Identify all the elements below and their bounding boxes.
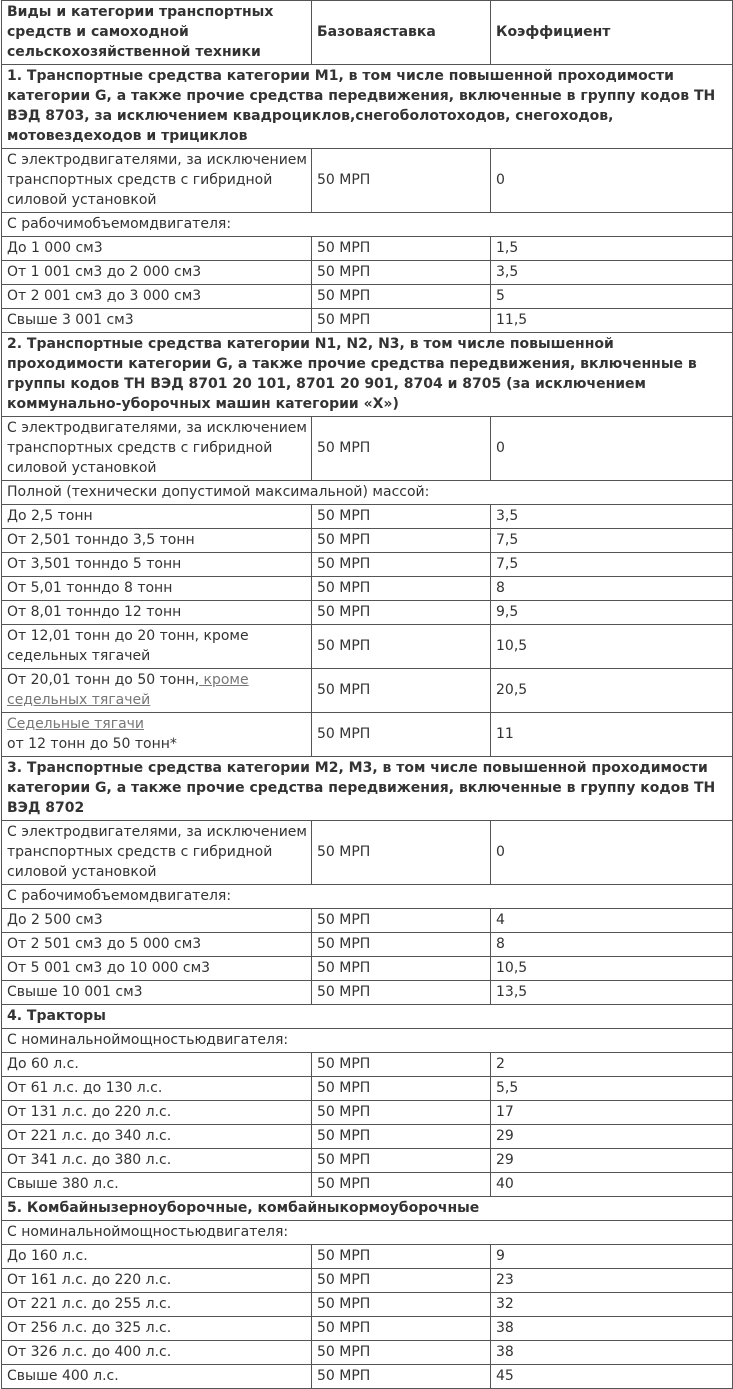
table-row <box>2 309 733 333</box>
base-rate-cell: 50 МРП <box>312 577 491 601</box>
table-row <box>2 713 733 757</box>
header-row <box>2 1 733 65</box>
section-title: 2. Транспортные средства категории N1, N2, N3, в том числе повышенной проходимости категории G, а также прочие средства передвижения, включенные в группы кодов ТН ВЭД 8701 20 101, 8701 20 901, 8704 и 8705 (за исключением коммунально-уборочных машин категории «Х») <box>2 333 733 417</box>
table-row <box>2 237 733 261</box>
base-rate-cell: 50 МРП <box>312 981 491 1005</box>
section-subheader: С рабочимобъемомдвигателя: <box>2 885 733 909</box>
coefficient-cell: 5 <box>491 285 733 309</box>
base-rate-cell: 50 МРП <box>312 1101 491 1125</box>
coefficient-cell: 8 <box>491 933 733 957</box>
section-subheader: С номинальноймощностьюдвигателя: <box>2 1221 733 1245</box>
table-row <box>2 933 733 957</box>
base-rate-cell: 50 МРП <box>312 285 491 309</box>
coefficient-cell: 8 <box>491 577 733 601</box>
coefficient-cell: 23 <box>491 1269 733 1293</box>
vehicle-type-cell: От 221 л.с. до 255 л.с. <box>2 1293 312 1317</box>
section-title: 4. Тракторы <box>2 1005 733 1029</box>
coefficient-cell: 0 <box>491 417 733 481</box>
vehicle-type-cell: Свыше 10 001 см3 <box>2 981 312 1005</box>
table-row <box>2 1053 733 1077</box>
base-rate-cell: 50 МРП <box>312 1341 491 1365</box>
base-rate-cell: 50 МРП <box>312 1125 491 1149</box>
base-rate-cell: 50 МРП <box>312 1269 491 1293</box>
coefficient-cell: 9 <box>491 1245 733 1269</box>
vehicle-type-cell: От 2 501 см3 до 5 000 см3 <box>2 933 312 957</box>
vehicle-type-cell: До 2 500 см3 <box>2 909 312 933</box>
section-subheader: Полной (технически допустимой максимальной) массой: <box>2 481 733 505</box>
section-title-row <box>2 1005 733 1029</box>
table-row <box>2 149 733 213</box>
subheader-row <box>2 1029 733 1053</box>
coefficient-cell: 3,5 <box>491 505 733 529</box>
table-row <box>2 529 733 553</box>
vehicle-type-cell: От 2 001 см3 до 3 000 см3 <box>2 285 312 309</box>
base-rate-cell: 50 МРП <box>312 1173 491 1197</box>
coefficient-cell: 2 <box>491 1053 733 1077</box>
header-vehicle-type: Виды и категории транспортных средств и самоходной сельскохозяйственной техники <box>2 1 312 65</box>
coefficient-cell: 4 <box>491 909 733 933</box>
rates-table <box>1 0 733 1389</box>
coefficient-cell: 10,5 <box>491 957 733 981</box>
table-row <box>2 981 733 1005</box>
row-label-prefix: От 20,01 тонн до 50 тонн, <box>7 672 200 688</box>
coefficient-cell: 7,5 <box>491 529 733 553</box>
base-rate-cell: 50 МРП <box>312 261 491 285</box>
section-title: 1. Транспортные средства категории M1, в том числе повышенной проходимости категории G, а также прочие средства передвижения, включенные в группу кодов ТН ВЭД 8703, за исключением квадроциклов,снегоболотоходов, снегоходов, мотовездеходов и трициклов <box>2 65 733 149</box>
base-rate-cell: 50 МРП <box>312 1149 491 1173</box>
section-title-row <box>2 1197 733 1221</box>
vehicle-type-cell: С электродвигателями, за исключением транспортных средств с гибридной силовой установкой <box>2 821 312 885</box>
table-row <box>2 1245 733 1269</box>
coefficient-cell: 20,5 <box>491 669 733 713</box>
vehicle-type-cell: От 341 л.с. до 380 л.с. <box>2 1149 312 1173</box>
table-row <box>2 669 733 713</box>
vehicle-type-cell <box>2 669 312 713</box>
vehicle-type-cell: От 12,01 тонн до 20 тонн, кроме седельных тягачей <box>2 625 312 669</box>
section-title-row <box>2 333 733 417</box>
coefficient-cell: 10,5 <box>491 625 733 669</box>
vehicle-type-cell: От 5 001 см3 до 10 000 см3 <box>2 957 312 981</box>
base-rate-cell: 50 МРП <box>312 149 491 213</box>
table-row <box>2 505 733 529</box>
coefficient-cell: 45 <box>491 1365 733 1389</box>
vehicle-type-cell: От 256 л.с. до 325 л.с. <box>2 1317 312 1341</box>
vehicle-type-cell <box>2 713 312 757</box>
vehicle-type-cell: От 61 л.с. до 130 л.с. <box>2 1077 312 1101</box>
table-row <box>2 1173 733 1197</box>
table-row <box>2 1077 733 1101</box>
coefficient-cell: 5,5 <box>491 1077 733 1101</box>
vehicle-type-cell: Свыше 380 л.с. <box>2 1173 312 1197</box>
table-row <box>2 417 733 481</box>
vehicle-type-cell: Свыше 3 001 см3 <box>2 309 312 333</box>
table-row <box>2 1125 733 1149</box>
table-row <box>2 285 733 309</box>
vehicle-type-cell: До 60 л.с. <box>2 1053 312 1077</box>
vehicle-type-cell: С электродвигателями, за исключением транспортных средств с гибридной силовой установкой <box>2 149 312 213</box>
vehicle-type-cell: До 2,5 тонн <box>2 505 312 529</box>
base-rate-cell: 50 МРП <box>312 417 491 481</box>
rates-table-body <box>2 1 733 1389</box>
coefficient-cell: 11,5 <box>491 309 733 333</box>
coefficient-cell: 0 <box>491 149 733 213</box>
section-subheader: С номинальноймощностьюдвигателя: <box>2 1029 733 1053</box>
vehicle-type-cell: До 1 000 см3 <box>2 237 312 261</box>
base-rate-cell: 50 МРП <box>312 553 491 577</box>
vehicle-type-cell: От 2,501 тонндо 3,5 тонн <box>2 529 312 553</box>
coefficient-cell: 38 <box>491 1341 733 1365</box>
table-row <box>2 1365 733 1389</box>
base-rate-cell: 50 МРП <box>312 1077 491 1101</box>
vehicle-type-cell: От 131 л.с. до 220 л.с. <box>2 1101 312 1125</box>
vehicle-type-cell: От 5,01 тонндо 8 тонн <box>2 577 312 601</box>
subheader-row <box>2 885 733 909</box>
header-base-rate: Базоваяставка <box>312 1 491 65</box>
table-row <box>2 261 733 285</box>
base-rate-cell: 50 МРП <box>312 625 491 669</box>
header-coefficient: Коэффициент <box>491 1 733 65</box>
base-rate-cell: 50 МРП <box>312 933 491 957</box>
coefficient-cell: 7,5 <box>491 553 733 577</box>
section-title-row <box>2 757 733 821</box>
table-row <box>2 1149 733 1173</box>
vehicle-type-cell: От 161 л.с. до 220 л.с. <box>2 1269 312 1293</box>
coefficient-cell: 29 <box>491 1125 733 1149</box>
base-rate-cell: 50 МРП <box>312 237 491 261</box>
base-rate-cell: 50 МРП <box>312 1317 491 1341</box>
table-row <box>2 625 733 669</box>
table-row <box>2 1293 733 1317</box>
vehicle-type-cell: От 326 л.с. до 400 л.с. <box>2 1341 312 1365</box>
base-rate-cell: 50 МРП <box>312 505 491 529</box>
base-rate-cell: 50 МРП <box>312 1293 491 1317</box>
vehicle-type-cell: До 160 л.с. <box>2 1245 312 1269</box>
coefficient-cell: 29 <box>491 1149 733 1173</box>
section-title: 5. Комбайнызерноуборочные, комбайныкормоуборочные <box>2 1197 733 1221</box>
coefficient-cell: 11 <box>491 713 733 757</box>
vehicle-type-cell: От 1 001 см3 до 2 000 см3 <box>2 261 312 285</box>
coefficient-cell: 3,5 <box>491 261 733 285</box>
table-row <box>2 957 733 981</box>
table-row <box>2 1341 733 1365</box>
coefficient-cell: 40 <box>491 1173 733 1197</box>
base-rate-cell: 50 МРП <box>312 713 491 757</box>
vehicle-type-cell: Свыше 400 л.с. <box>2 1365 312 1389</box>
table-row <box>2 909 733 933</box>
base-rate-cell: 50 МРП <box>312 1053 491 1077</box>
base-rate-cell: 50 МРП <box>312 601 491 625</box>
table-row <box>2 821 733 885</box>
section-subheader: С рабочимобъемомдвигателя: <box>2 213 733 237</box>
table-row <box>2 1317 733 1341</box>
base-rate-cell: 50 МРП <box>312 821 491 885</box>
section-title-row <box>2 65 733 149</box>
base-rate-cell: 50 МРП <box>312 909 491 933</box>
coefficient-cell: 38 <box>491 1317 733 1341</box>
semi-trailer-link[interactable]: Седельные тягачи <box>7 716 145 732</box>
row-label-suffix: от 12 тонн до 50 тонн* <box>7 736 177 752</box>
coefficient-cell: 13,5 <box>491 981 733 1005</box>
vehicle-type-cell: С электродвигателями, за исключением транспортных средств с гибридной силовой установкой <box>2 417 312 481</box>
coefficient-cell: 1,5 <box>491 237 733 261</box>
base-rate-cell: 50 МРП <box>312 957 491 981</box>
base-rate-cell: 50 МРП <box>312 669 491 713</box>
vehicle-type-cell: От 3,501 тонндо 5 тонн <box>2 553 312 577</box>
table-row <box>2 577 733 601</box>
coefficient-cell: 32 <box>491 1293 733 1317</box>
table-row <box>2 601 733 625</box>
subheader-row <box>2 213 733 237</box>
exception-link[interactable]: кроме седельных тягачей <box>7 672 249 708</box>
subheader-row <box>2 481 733 505</box>
vehicle-type-cell: От 221 л.с. до 340 л.с. <box>2 1125 312 1149</box>
base-rate-cell: 50 МРП <box>312 1365 491 1389</box>
vehicle-type-cell: От 8,01 тонндо 12 тонн <box>2 601 312 625</box>
table-row <box>2 553 733 577</box>
base-rate-cell: 50 МРП <box>312 1245 491 1269</box>
coefficient-cell: 0 <box>491 821 733 885</box>
base-rate-cell: 50 МРП <box>312 309 491 333</box>
coefficient-cell: 17 <box>491 1101 733 1125</box>
section-title: 3. Транспортные средства категории M2, M3, в том числе повышенной проходимости категории G, а также прочие средства передвижения, включенные в группу кодов ТН ВЭД 8702 <box>2 757 733 821</box>
base-rate-cell: 50 МРП <box>312 529 491 553</box>
subheader-row <box>2 1221 733 1245</box>
table-row <box>2 1269 733 1293</box>
coefficient-cell: 9,5 <box>491 601 733 625</box>
table-row <box>2 1101 733 1125</box>
